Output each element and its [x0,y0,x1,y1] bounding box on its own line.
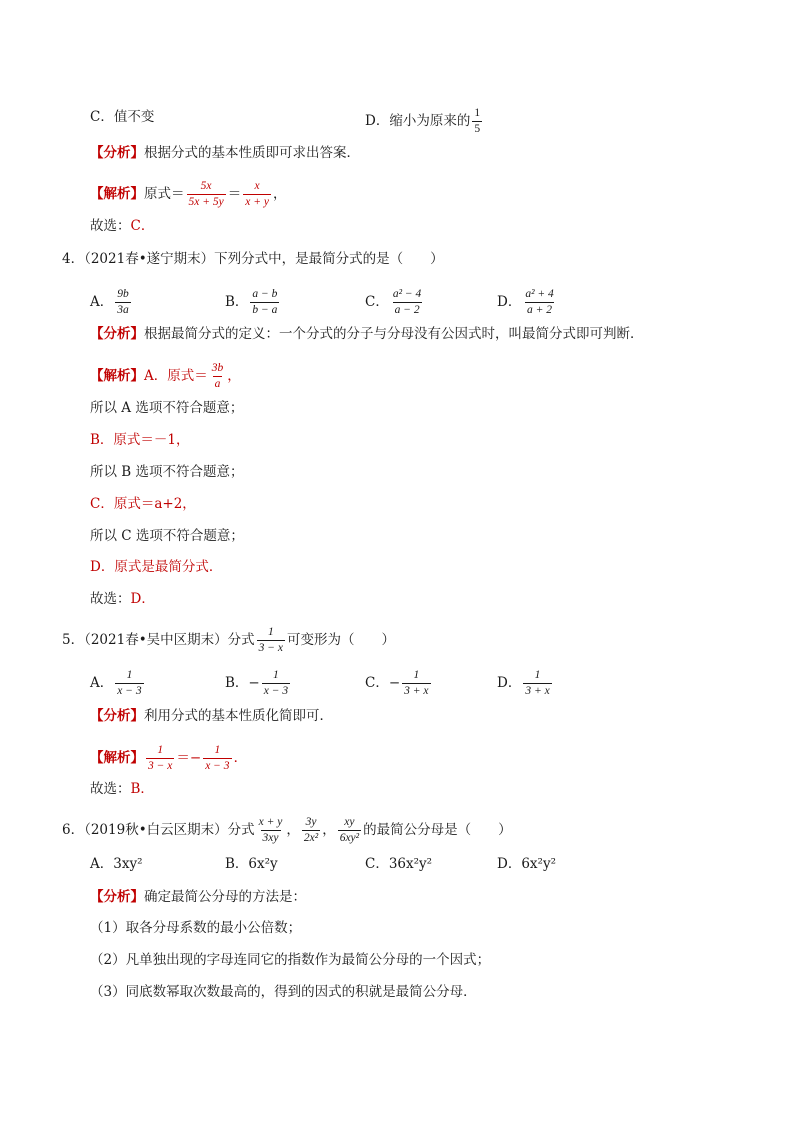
q4-stem: 4．（2021春•遂宁期末）下列分式中，是最简分式的是（ ） [62,251,444,267]
solution-end: ． [233,750,248,766]
q5-option-d [497,669,554,698]
q3-option-c: C．值不变 [90,109,155,125]
option-label: B． [225,294,249,310]
solution-fraction-1 [146,744,174,773]
solution-prefix: A．原式＝ [144,368,208,384]
solution-mid: ＝− [176,750,202,766]
answer-value: C． [130,218,155,234]
stem-fraction [257,626,285,655]
fraction-denominator: x + y [245,196,269,208]
fraction-numerator: a − b [252,288,278,300]
analysis-text: 根据最简分式的定义：一个分式的分子与分母没有公因式时，叫最简分式即可判断． [144,326,644,342]
solution-fraction-1 [187,180,226,209]
option-fraction [115,288,131,317]
analysis-tag: 【分析】 [90,889,144,905]
option-label: C． [365,675,389,691]
q4-option-a [90,288,133,317]
fraction-denominator: a + 2 [527,304,553,316]
solution-fraction-2 [203,744,231,773]
solution-tag: 【解析】 [90,186,144,202]
fraction-numerator: a² + 4 [525,288,554,300]
solution-fraction [210,362,226,391]
q5-option-a [90,669,146,698]
equals-sign: ＝ [227,186,242,202]
q4-answer [90,589,155,609]
fraction-denominator: x − 3 [263,685,289,697]
fraction-denominator: 3 + x [404,685,429,697]
fraction-denominator: x − 3 [205,760,230,772]
q5-answer [90,779,154,799]
option-label: B． [225,675,249,691]
fraction-denominator: 5 [474,123,481,135]
fraction-denominator: 2x² [303,832,319,844]
q4-line-b: 所以 B 选项不符合题意； [90,464,244,480]
q5-analysis [90,706,333,726]
fraction-numerator: 3y [305,816,317,828]
fraction-numerator: 1 [214,744,221,756]
q5-solution [90,744,247,773]
fraction-denominator: b − a [252,304,278,316]
fraction-denominator: 5x + 5y [188,196,224,208]
fraction-numerator: x [254,180,260,192]
fraction-numerator: 1 [267,626,274,638]
fraction-numerator: a² − 4 [392,288,422,300]
q6-option-a: A．3xy² [90,856,143,872]
q6-rule-3: （3）同底数幂取次数最高的，得到的因式的积就是最简公分母． [90,984,477,1000]
solution-fraction-2 [243,180,271,209]
fraction-denominator: x − 3 [117,685,142,697]
fraction-denominator: 3 − x [258,642,284,654]
stem-separator: ， [322,822,336,838]
q6-stem [62,816,512,845]
analysis-text: 利用分式的基本性质化简即可． [144,708,333,724]
q4-solution-d: D．原式是最简分式． [90,559,223,575]
option-fraction [523,288,555,317]
option-label: D． [497,675,522,691]
fraction-denominator: 6xy² [339,832,360,844]
analysis-text: 确定最简公分母的方法是： [144,889,306,905]
q3-option-d [365,107,484,136]
q5-option-b [225,669,292,698]
fraction-numerator: 3b [211,362,224,374]
option-sign: − [248,675,260,691]
fraction-numerator: x + y [258,816,283,828]
fraction-denominator: a [214,378,221,390]
q6-rule-2: （2）凡单独出现的字母连同它的指数作为最简公分母的一个因式； [90,952,491,968]
option-label: C． [365,294,389,310]
solution-end: ， [227,368,241,384]
q6-rule-1: （1）取各分母系数的最小公倍数； [90,920,302,936]
q6-option-b: B．6x²y [225,856,278,872]
option-fraction [262,669,290,698]
stem-fraction-3 [338,816,361,845]
analysis-text: 根据分式的基本性质即可求出答案． [144,145,360,161]
q4-line-a: 所以 A 选项不符合题意； [90,400,244,416]
solution-end: ， [272,186,287,202]
stem-prefix: 6．（2019秋•白云区期末）分式 [62,822,255,838]
q4-analysis [90,324,644,344]
fraction-numerator: 9b [117,288,129,300]
q3-analysis [90,143,360,163]
q4-option-c [365,288,425,317]
solution-prefix: 原式＝ [144,186,185,202]
fraction-numerator: 1 [413,669,420,681]
fraction-numerator: 5x [200,180,212,192]
q4-solution-a [90,362,241,391]
option-fraction [250,288,279,317]
q6-option-d: D．6x²y² [497,856,556,872]
q6-analysis [90,887,306,907]
q3-option-d-text: D．缩小为原来的 [365,113,471,129]
answer-value: D． [130,591,155,607]
q3-option-d-fraction [472,107,482,136]
answer-prefix: 故选： [90,218,131,234]
q6-option-c: C．36x²y² [365,856,433,872]
analysis-tag: 【分析】 [90,708,144,724]
option-sign: − [388,675,401,691]
option-fraction [523,669,551,698]
fraction-denominator: 3 + x [525,685,550,697]
fraction-numerator: 1 [157,744,164,756]
stem-fraction-1 [257,816,285,845]
answer-value: B． [130,781,154,797]
analysis-tag: 【分析】 [90,145,144,161]
fraction-denominator: 3 − x [148,760,173,772]
fraction-numerator: 1 [126,669,133,681]
q4-option-b [225,288,281,317]
q3-answer [90,216,154,236]
stem-prefix: 5．（2021春•吴中区期末）分式 [62,632,255,648]
q4-line-c: 所以 C 选项不符合题意； [90,528,244,544]
q3-solution [90,180,286,209]
stem-suffix: 的最简公分母是（ ） [363,822,512,838]
fraction-numerator: 1 [273,669,279,681]
stem-fraction-2 [302,816,320,845]
q4-solution-c: C．原式＝a+2， [90,496,196,512]
option-label: A． [90,294,114,310]
solution-tag: 【解析】 [90,368,144,384]
answer-prefix: 故选： [90,591,131,607]
option-fraction [402,669,430,698]
option-fraction [391,288,423,317]
fraction-numerator: xy [344,816,355,828]
option-label: D． [497,294,522,310]
option-label: A． [90,675,114,691]
solution-tag: 【解析】 [90,750,144,766]
stem-separator: ， [286,822,300,838]
q5-stem [62,626,395,655]
q4-solution-b: B．原式＝－1， [90,432,190,448]
stem-suffix: 可变形为（ ） [287,632,396,648]
q5-option-c [365,669,433,698]
fraction-denominator: 3a [117,304,129,316]
analysis-tag: 【分析】 [90,326,144,342]
fraction-numerator: 1 [474,107,481,119]
fraction-denominator: a − 2 [394,304,420,316]
fraction-numerator: 1 [534,669,541,681]
fraction-denominator: 3xy [262,832,279,844]
answer-prefix: 故选： [90,781,131,797]
q4-option-d [497,288,558,317]
option-fraction [115,669,143,698]
